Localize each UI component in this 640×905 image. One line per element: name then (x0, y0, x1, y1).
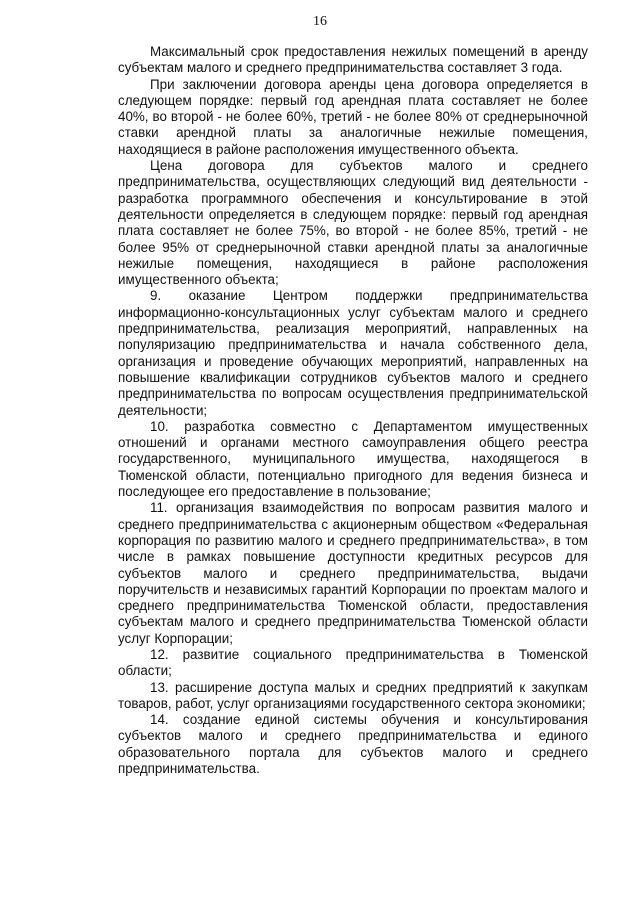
page-number: 16 (313, 14, 327, 29)
list-item-13: 13. расширение доступа малых и средних предприятий к закупкам товаров, работ, услуг организациями государственного сектора экономики; (118, 679, 588, 711)
paragraph-software-lease-price: Цена договора для субъектов малого и среднего предпринимательства, осуществляющих следующий вид деятельности - разработка программного обеспечения и консультирование в этой деятельности определяется в следующем порядке: первый год арендная плата составляет не более 75%, во второй - не более 85%, третий - не более 95% от среднерыночной ставки арендной платы за аналогичные нежилые помещения, находящиеся в районе расположения имущественного объекта; (118, 158, 588, 288)
list-item-12: 12. развитие социального предпринимательства в Тюменской области; (118, 646, 588, 679)
list-item-14: 14. создание единой системы обучения и консультирования субъектов малого и среднего предпринимательства и единого образовательного портала для субъектов малого и среднего предпринимательства. (118, 712, 588, 777)
document-body (118, 44, 588, 777)
list-item-9: 9. оказание Центром поддержки предпринимательства информационно-консультационных услуг субъектам малого и среднего предпринимательства, реализация мероприятий, направленных на популяризацию предпринимательства и начала собственного дела, организация и проведение обучающих мероприятий, направленных на повышение квалификации сотрудников субъектов малого и среднего предпринимательства по вопросам осуществления предпринимательской деятельности; (118, 288, 588, 418)
paragraph-lease-term: Максимальный срок предоставления нежилых помещений в аренду субъектам малого и среднего предпринимательства составляет 3 года. (118, 44, 588, 76)
list-item-10: 10. разработка совместно с Департаментом имущественных отношений и органами местного самоуправления общего реестра государственного, муниципального имущества, находящегося в Тюменской области, потенциально пригодного для ведения бизнеса и последующее его предоставление в пользование; (118, 418, 588, 500)
paragraph-lease-price-order: При заключении договора аренды цена договора определяется в следующем порядке: первый год арендная плата составляет не более 40%, во второй - не более 60%, третий - не более 80% от среднерыночной ставки арендной платы за аналогичные нежилые помещения, находящиеся в районе расположения имущественного объекта. (118, 76, 588, 157)
list-item-11: 11. организация взаимодействия по вопросам развития малого и среднего предпринимательства с акционерным обществом «Федеральная корпорация по развитию малого и среднего предпринимательства», в том числе в рамках повышение доступности кредитных ресурсов для субъектов малого и среднего предпринимательства, выдачи поручительств и независимых гарантий Корпорации по проектам малого и среднего предпринимательства Тюменской области, предоставления субъектам малого и среднего предпринимательства Тюменской области услуг Корпорации; (118, 500, 588, 646)
